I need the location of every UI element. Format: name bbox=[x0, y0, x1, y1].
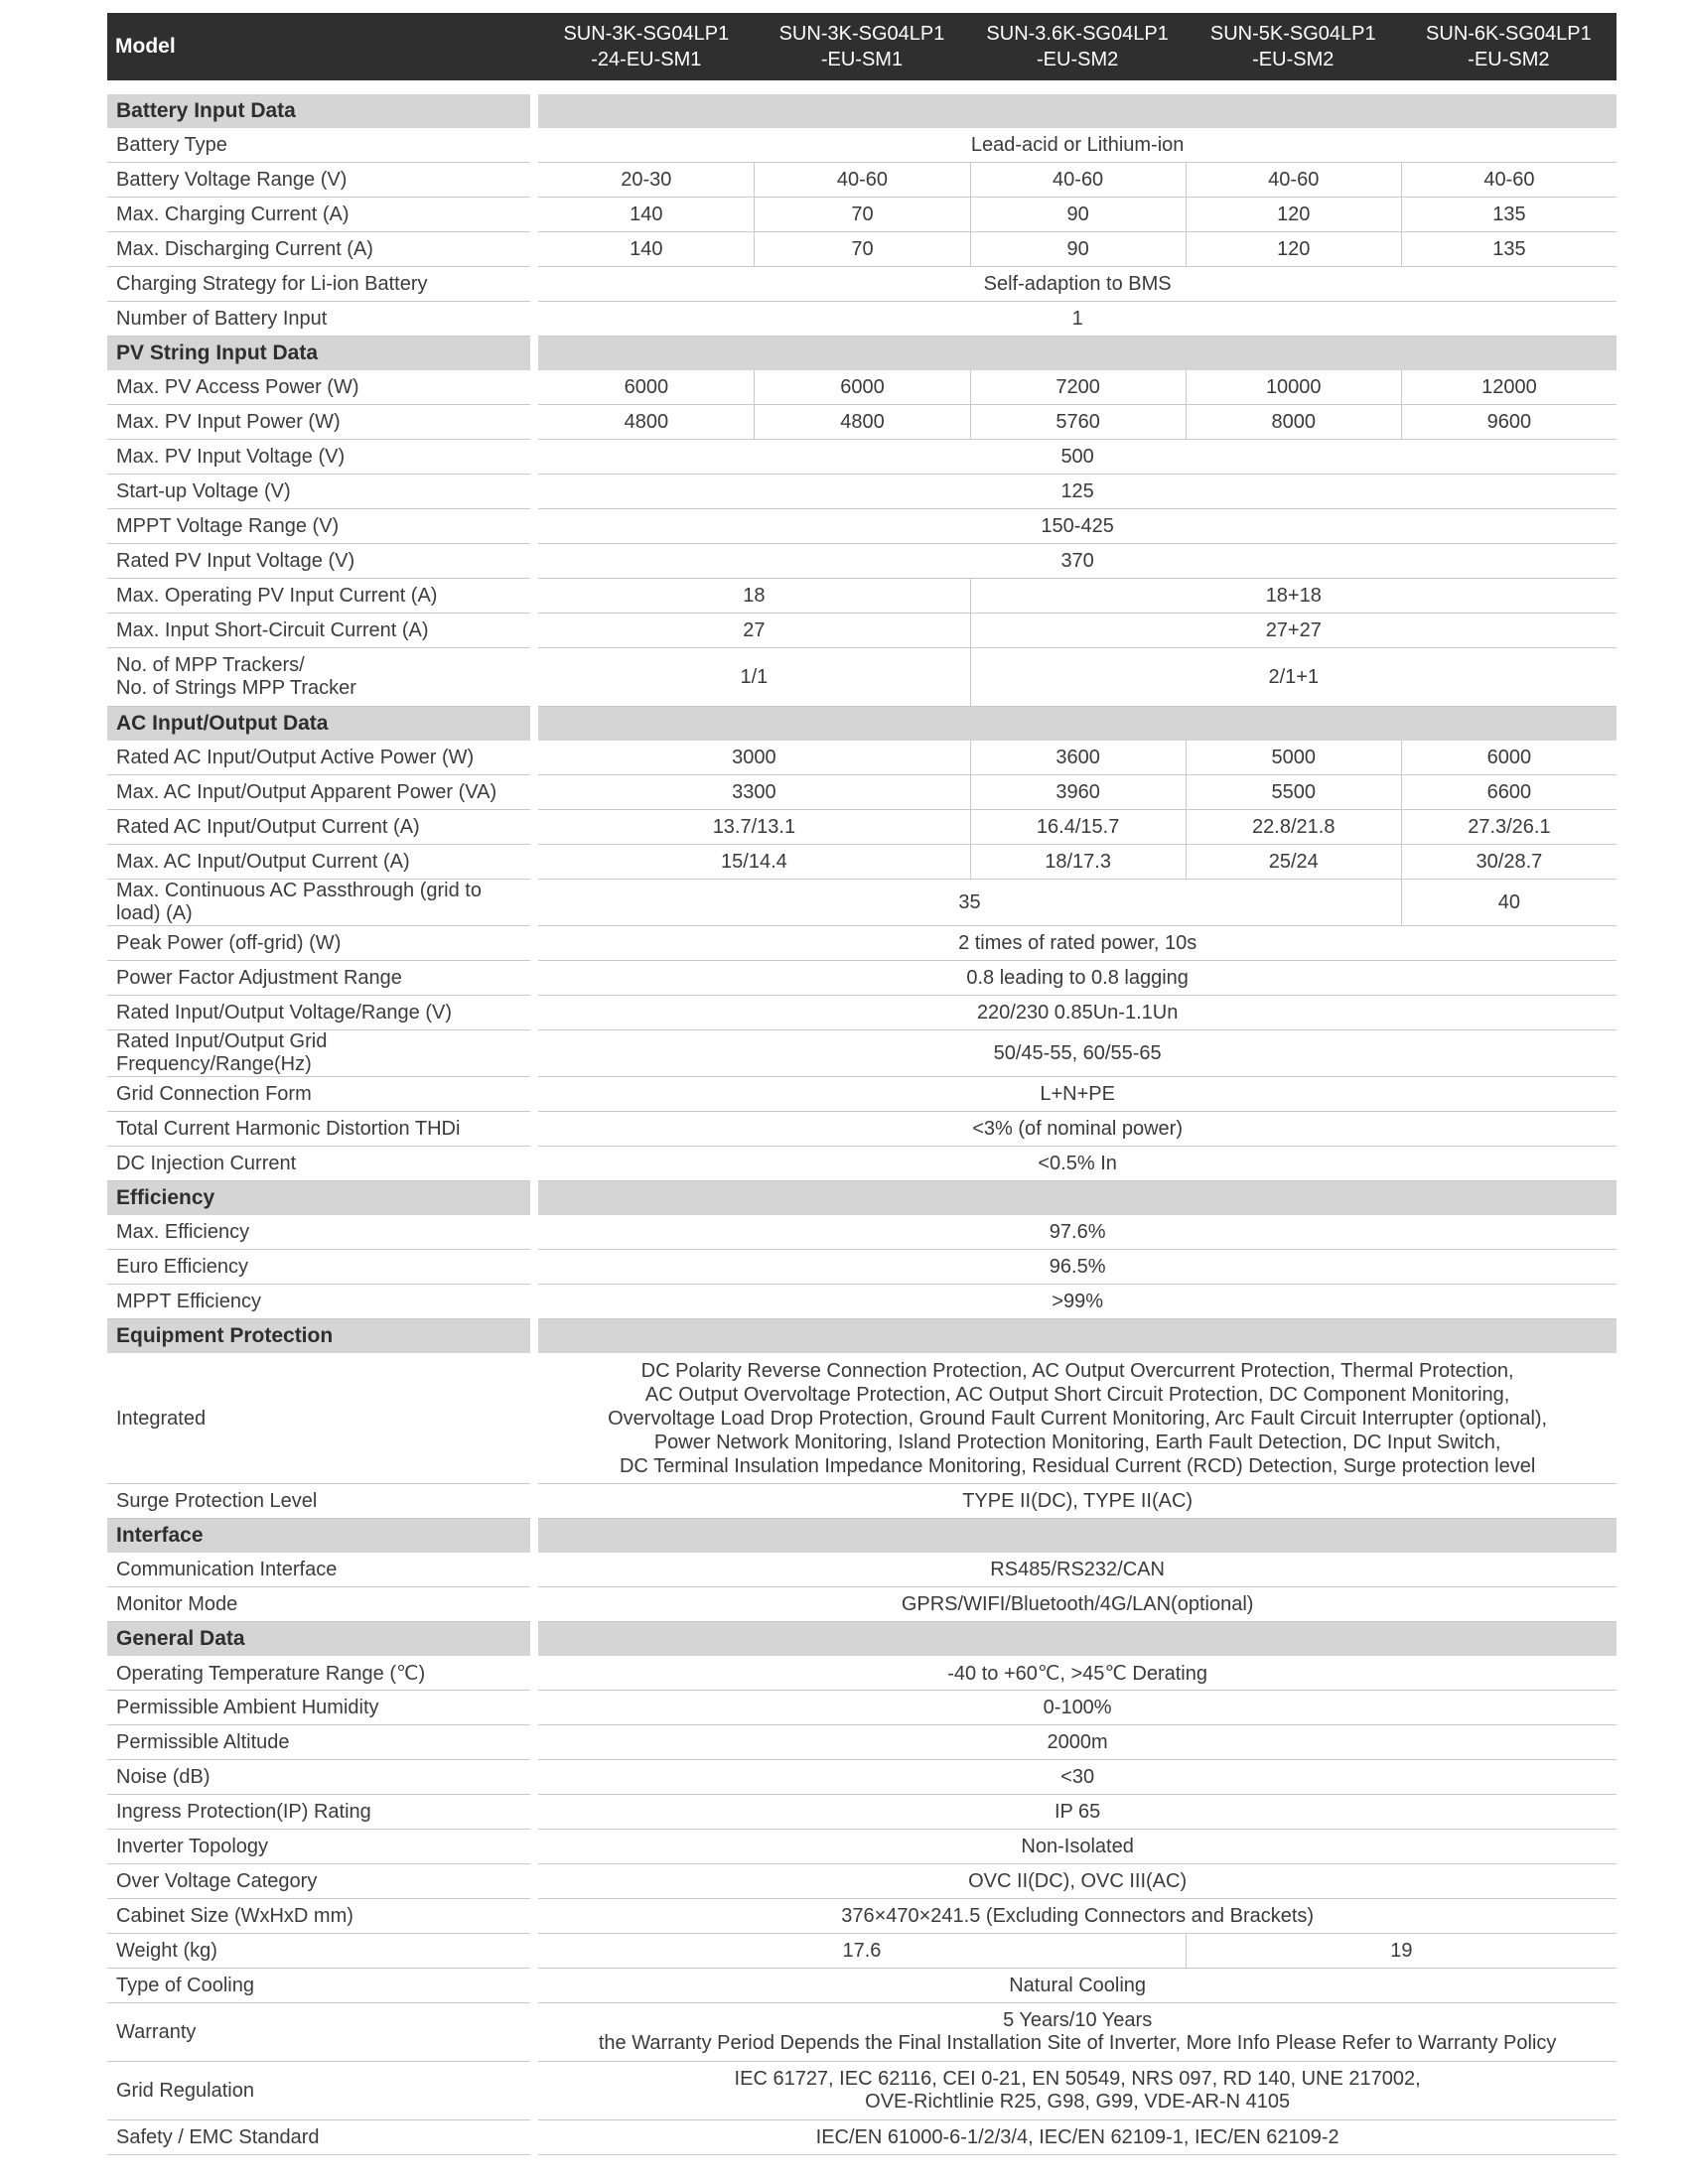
spec-row bbox=[107, 509, 1617, 544]
section-header bbox=[107, 1622, 1617, 1656]
spec-value: DC Polarity Reverse Connection Protection, AC Output Overcurrent Protection, Thermal Protection, AC Output Overvoltage Protection, AC Output Short Circuit Protection, DC Component Monitoring, Overvoltage Load Drop Protection, Ground Fault Current Monitoring, Arc Fault Circuit Interrupter (optional), Power Network Monitoring, Island Protection Monitoring, Earth Fault Detection, DC Input Switch, DC Terminal Insulation Impedance Monitoring, Residual Current (RCD) Detection, Surge protection level bbox=[538, 1353, 1617, 1484]
spec-value: 17.6 bbox=[538, 1934, 1185, 1969]
spec-label: Max. Continuous AC Passthrough (grid to load) (A) bbox=[107, 880, 530, 926]
spec-value: 220/230 0.85Un-1.1Un bbox=[538, 996, 1617, 1030]
model-header-row bbox=[107, 13, 1617, 80]
spec-label: Permissible Altitude bbox=[107, 1725, 530, 1760]
spec-value: 150-425 bbox=[538, 509, 1617, 544]
spec-label: Warranty bbox=[107, 2003, 530, 2062]
spec-value: 9600 bbox=[1401, 405, 1617, 440]
model-name: SUN-6K-SG04LP1 -EU-SM2 bbox=[1401, 13, 1617, 80]
spec-value: Self-adaption to BMS bbox=[538, 267, 1617, 302]
spec-label: Ingress Protection(IP) Rating bbox=[107, 1795, 530, 1830]
spec-value: 120 bbox=[1186, 232, 1401, 267]
spec-row bbox=[107, 1899, 1617, 1934]
spec-label: Euro Efficiency bbox=[107, 1250, 530, 1285]
spec-label: Permissible Ambient Humidity bbox=[107, 1691, 530, 1725]
spec-label: Max. Operating PV Input Current (A) bbox=[107, 579, 530, 614]
spec-value: 18/17.3 bbox=[970, 845, 1186, 880]
spec-label: No. of MPP Trackers/ No. of Strings MPP Tracker bbox=[107, 648, 530, 707]
spec-label: Operating Temperature Range (℃) bbox=[107, 1656, 530, 1691]
spec-label: Battery Voltage Range (V) bbox=[107, 163, 530, 198]
spec-row bbox=[107, 198, 1617, 232]
spec-value: 3600 bbox=[970, 741, 1186, 775]
spec-value: 22.8/21.8 bbox=[1186, 810, 1401, 845]
spec-value: 2 times of rated power, 10s bbox=[538, 926, 1617, 961]
spec-value: 0-100% bbox=[538, 1691, 1617, 1725]
model-name: SUN-3K-SG04LP1 -EU-SM1 bbox=[754, 13, 969, 80]
spec-value: 2000m bbox=[538, 1725, 1617, 1760]
spec-row bbox=[107, 405, 1617, 440]
spec-value: 18+18 bbox=[970, 579, 1617, 614]
spec-row bbox=[107, 1725, 1617, 1760]
spec-value: 5760 bbox=[970, 405, 1186, 440]
spec-value: Lead-acid or Lithium-ion bbox=[538, 128, 1617, 163]
spec-value: 20-30 bbox=[538, 163, 754, 198]
spec-label: Safety / EMC Standard bbox=[107, 2120, 530, 2155]
spec-row bbox=[107, 648, 1617, 707]
spec-value: 376×470×241.5 (Excluding Connectors and Brackets) bbox=[538, 1899, 1617, 1934]
spec-value: 90 bbox=[970, 198, 1186, 232]
spec-value: 40-60 bbox=[1186, 163, 1401, 198]
spec-label: Monitor Mode bbox=[107, 1587, 530, 1622]
spec-value: 70 bbox=[754, 198, 969, 232]
spec-row bbox=[107, 2062, 1617, 2120]
spec-value: 97.6% bbox=[538, 1215, 1617, 1250]
spec-row bbox=[107, 2120, 1617, 2155]
spec-value: 0.8 leading to 0.8 lagging bbox=[538, 961, 1617, 996]
spec-row bbox=[107, 961, 1617, 996]
spec-row bbox=[107, 880, 1617, 926]
spec-row bbox=[107, 1830, 1617, 1864]
spec-row bbox=[107, 1760, 1617, 1795]
spec-label: Peak Power (off-grid) (W) bbox=[107, 926, 530, 961]
spec-value: <0.5% In bbox=[538, 1147, 1617, 1181]
section-bar bbox=[538, 1319, 1617, 1353]
spec-label: Start-up Voltage (V) bbox=[107, 475, 530, 509]
spec-label: Noise (dB) bbox=[107, 1760, 530, 1795]
spec-row bbox=[107, 1077, 1617, 1112]
spec-label: Max. PV Input Voltage (V) bbox=[107, 440, 530, 475]
spec-row bbox=[107, 1285, 1617, 1319]
section-title: General Data bbox=[107, 1622, 530, 1656]
spec-row bbox=[107, 267, 1617, 302]
spec-label: Max. Charging Current (A) bbox=[107, 198, 530, 232]
spec-value: Natural Cooling bbox=[538, 1969, 1617, 2003]
spec-value: IEC/EN 61000-6-1/2/3/4, IEC/EN 62109-1, IEC/EN 62109-2 bbox=[538, 2120, 1617, 2155]
spec-label: Power Factor Adjustment Range bbox=[107, 961, 530, 996]
spec-value: 40-60 bbox=[754, 163, 969, 198]
model-name: SUN-5K-SG04LP1 -EU-SM2 bbox=[1186, 13, 1401, 80]
spec-row bbox=[107, 544, 1617, 579]
section-bar bbox=[538, 1519, 1617, 1553]
spec-label: DC Injection Current bbox=[107, 1147, 530, 1181]
spec-label: Max. Efficiency bbox=[107, 1215, 530, 1250]
spec-value: 6000 bbox=[754, 370, 969, 405]
spec-value: IEC 61727, IEC 62116, CEI 0-21, EN 50549, NRS 097, RD 140, UNE 217002, OVE-Richtlinie R25, G98, G99, VDE-AR-N 4105 bbox=[538, 2062, 1617, 2120]
spec-row bbox=[107, 1934, 1617, 1969]
spec-value: 19 bbox=[1186, 1934, 1617, 1969]
section-header bbox=[107, 1181, 1617, 1215]
spec-value: 3300 bbox=[538, 775, 969, 810]
spec-label: Max. AC Input/Output Apparent Power (VA) bbox=[107, 775, 530, 810]
spec-row bbox=[107, 232, 1617, 267]
spec-value: 7200 bbox=[970, 370, 1186, 405]
spec-value: 30/28.7 bbox=[1401, 845, 1617, 880]
spec-row bbox=[107, 1353, 1617, 1484]
spec-value: L+N+PE bbox=[538, 1077, 1617, 1112]
spec-value: 140 bbox=[538, 232, 754, 267]
spec-value: IP 65 bbox=[538, 1795, 1617, 1830]
spec-value: 18 bbox=[538, 579, 969, 614]
spec-value: 27+27 bbox=[970, 614, 1617, 648]
spec-value: 70 bbox=[754, 232, 969, 267]
spec-row bbox=[107, 1969, 1617, 2003]
section-title: Efficiency bbox=[107, 1181, 530, 1215]
spec-row bbox=[107, 1112, 1617, 1147]
spec-row bbox=[107, 996, 1617, 1030]
spec-value: 15/14.4 bbox=[538, 845, 969, 880]
spec-row bbox=[107, 1691, 1617, 1725]
section-title: AC Input/Output Data bbox=[107, 707, 530, 741]
spec-value: 6000 bbox=[538, 370, 754, 405]
spec-value: 50/45-55, 60/55-65 bbox=[538, 1030, 1617, 1077]
spec-value: 16.4/15.7 bbox=[970, 810, 1186, 845]
spec-row bbox=[107, 810, 1617, 845]
spec-row bbox=[107, 579, 1617, 614]
spec-value: 4800 bbox=[754, 405, 969, 440]
spec-row bbox=[107, 1795, 1617, 1830]
section-header bbox=[107, 707, 1617, 741]
section-bar bbox=[538, 1181, 1617, 1215]
spec-row bbox=[107, 163, 1617, 198]
spec-value: 1/1 bbox=[538, 648, 969, 707]
spec-value: -40 to +60℃, >45℃ Derating bbox=[538, 1656, 1617, 1691]
spec-row bbox=[107, 845, 1617, 880]
spec-value: 2/1+1 bbox=[970, 648, 1617, 707]
spec-row bbox=[107, 1215, 1617, 1250]
spec-row bbox=[107, 370, 1617, 405]
spec-value: 5500 bbox=[1186, 775, 1401, 810]
model-name: SUN-3.6K-SG04LP1 -EU-SM2 bbox=[970, 13, 1186, 80]
section-bar bbox=[538, 337, 1617, 370]
spec-label: MPPT Voltage Range (V) bbox=[107, 509, 530, 544]
spec-value: GPRS/WIFI/Bluetooth/4G/LAN(optional) bbox=[538, 1587, 1617, 1622]
section-header bbox=[107, 1519, 1617, 1553]
spec-value: RS485/RS232/CAN bbox=[538, 1553, 1617, 1587]
section-title: Battery Input Data bbox=[107, 94, 530, 128]
spec-label: Max. PV Access Power (W) bbox=[107, 370, 530, 405]
spec-label: Type of Cooling bbox=[107, 1969, 530, 2003]
spec-value: 35 bbox=[538, 880, 1401, 926]
section-header bbox=[107, 337, 1617, 370]
model-label: Model bbox=[107, 13, 530, 80]
spec-row bbox=[107, 128, 1617, 163]
spec-value: 12000 bbox=[1401, 370, 1617, 405]
spec-value: 40 bbox=[1401, 880, 1617, 926]
section-title: Interface bbox=[107, 1519, 530, 1553]
spec-value: 370 bbox=[538, 544, 1617, 579]
spec-row bbox=[107, 1553, 1617, 1587]
spec-label: Max. AC Input/Output Current (A) bbox=[107, 845, 530, 880]
spec-value: 3960 bbox=[970, 775, 1186, 810]
spec-value: Non-Isolated bbox=[538, 1830, 1617, 1864]
spec-label: Over Voltage Category bbox=[107, 1864, 530, 1899]
spec-label: Max. Discharging Current (A) bbox=[107, 232, 530, 267]
spec-value: OVC II(DC), OVC III(AC) bbox=[538, 1864, 1617, 1899]
spec-value: 5 Years/10 Years the Warranty Period Depends the Final Installation Site of Inverter, More Info Please Refer to Warranty Policy bbox=[538, 2003, 1617, 2062]
spec-value: 13.7/13.1 bbox=[538, 810, 969, 845]
spec-value: 4800 bbox=[538, 405, 754, 440]
spec-row bbox=[107, 1030, 1617, 1077]
spec-label: Number of Battery Input bbox=[107, 302, 530, 337]
spec-label: Charging Strategy for Li-ion Battery bbox=[107, 267, 530, 302]
section-title: Equipment Protection bbox=[107, 1319, 530, 1353]
spec-value: 6600 bbox=[1401, 775, 1617, 810]
spec-label: Total Current Harmonic Distortion THDi bbox=[107, 1112, 530, 1147]
spec-row bbox=[107, 741, 1617, 775]
spec-row bbox=[107, 614, 1617, 648]
spec-value: 1 bbox=[538, 302, 1617, 337]
spec-value: 25/24 bbox=[1186, 845, 1401, 880]
spec-label: Cabinet Size (WxHxD mm) bbox=[107, 1899, 530, 1934]
spec-row bbox=[107, 475, 1617, 509]
spec-value: <3% (of nominal power) bbox=[538, 1112, 1617, 1147]
spec-label: Inverter Topology bbox=[107, 1830, 530, 1864]
spec-row bbox=[107, 440, 1617, 475]
spec-label: Max. PV Input Power (W) bbox=[107, 405, 530, 440]
spec-value: <30 bbox=[538, 1760, 1617, 1795]
spec-label: MPPT Efficiency bbox=[107, 1285, 530, 1319]
model-name: SUN-3K-SG04LP1 -24-EU-SM1 bbox=[538, 13, 754, 80]
spec-value: 120 bbox=[1186, 198, 1401, 232]
spec-row bbox=[107, 1484, 1617, 1519]
spec-value: 90 bbox=[970, 232, 1186, 267]
spec-value: 96.5% bbox=[538, 1250, 1617, 1285]
spec-label: Battery Type bbox=[107, 128, 530, 163]
section-title: PV String Input Data bbox=[107, 337, 530, 370]
spec-value: 125 bbox=[538, 475, 1617, 509]
spec-value: 40-60 bbox=[970, 163, 1186, 198]
spec-label: Rated Input/Output Voltage/Range (V) bbox=[107, 996, 530, 1030]
spec-value: 3000 bbox=[538, 741, 969, 775]
spec-value: 135 bbox=[1401, 198, 1617, 232]
spec-row bbox=[107, 1656, 1617, 1691]
spec-row bbox=[107, 1250, 1617, 1285]
spec-value: 500 bbox=[538, 440, 1617, 475]
spec-label: Rated AC Input/Output Active Power (W) bbox=[107, 741, 530, 775]
spec-row bbox=[107, 2003, 1617, 2062]
spec-value: 140 bbox=[538, 198, 754, 232]
spec-value: >99% bbox=[538, 1285, 1617, 1319]
spec-value: 5000 bbox=[1186, 741, 1401, 775]
spec-label: Rated PV Input Voltage (V) bbox=[107, 544, 530, 579]
section-header bbox=[107, 94, 1617, 128]
section-bar bbox=[538, 94, 1617, 128]
spec-label: Grid Regulation bbox=[107, 2062, 530, 2120]
spec-label: Rated AC Input/Output Current (A) bbox=[107, 810, 530, 845]
spec-label: Integrated bbox=[107, 1353, 530, 1484]
spec-sheet bbox=[107, 13, 1617, 2155]
spec-label: Surge Protection Level bbox=[107, 1484, 530, 1519]
spec-label: Grid Connection Form bbox=[107, 1077, 530, 1112]
section-bar bbox=[538, 707, 1617, 741]
spec-row bbox=[107, 775, 1617, 810]
spec-row bbox=[107, 1147, 1617, 1181]
spec-label: Weight (kg) bbox=[107, 1934, 530, 1969]
spec-row bbox=[107, 302, 1617, 337]
spec-value: 6000 bbox=[1401, 741, 1617, 775]
section-header bbox=[107, 1319, 1617, 1353]
spec-label: Max. Input Short-Circuit Current (A) bbox=[107, 614, 530, 648]
spec-table bbox=[107, 13, 1617, 2155]
spec-value: 27 bbox=[538, 614, 969, 648]
spec-value: 8000 bbox=[1186, 405, 1401, 440]
spec-value: 135 bbox=[1401, 232, 1617, 267]
spec-row bbox=[107, 926, 1617, 961]
spec-label: Rated Input/Output Grid Frequency/Range(Hz) bbox=[107, 1030, 530, 1077]
spec-value: 40-60 bbox=[1401, 163, 1617, 198]
spec-label: Communication Interface bbox=[107, 1553, 530, 1587]
spec-value: TYPE II(DC), TYPE II(AC) bbox=[538, 1484, 1617, 1519]
spec-value: 10000 bbox=[1186, 370, 1401, 405]
section-bar bbox=[538, 1622, 1617, 1656]
spec-row bbox=[107, 1587, 1617, 1622]
spec-row bbox=[107, 1864, 1617, 1899]
spec-value: 27.3/26.1 bbox=[1401, 810, 1617, 845]
